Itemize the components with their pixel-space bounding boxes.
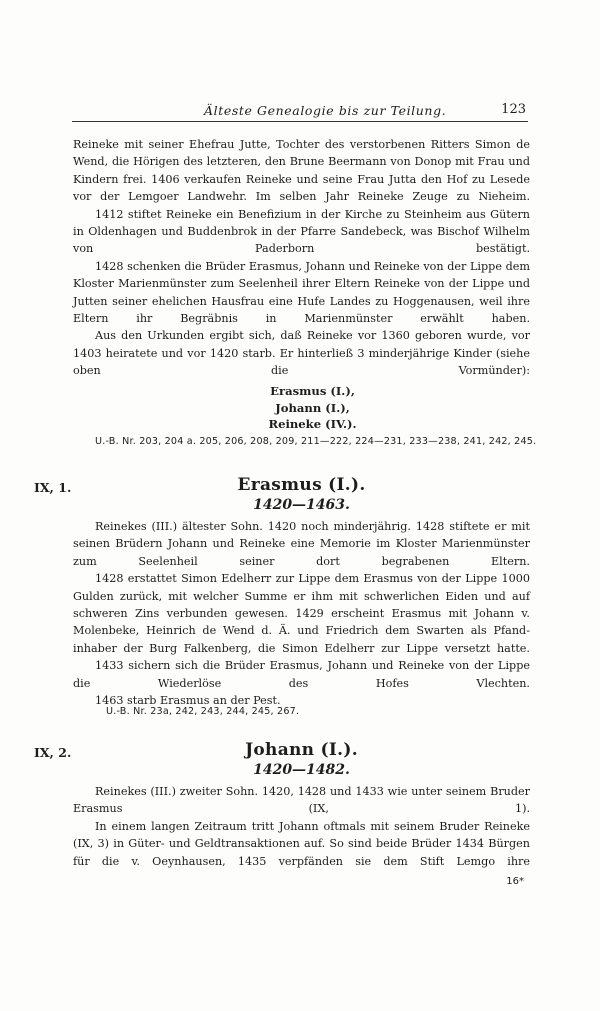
entry-marker: IX, 2.	[34, 745, 72, 760]
entry-1-paragraph-4: 1463 starb Erasmus an der Pest.	[95, 694, 281, 708]
child-item: Reineke (IV.).	[268, 417, 357, 431]
entry-1-paragraph-3: 1433 sichern sich die Brüder Erasmus, Johann und Reineke von der Lippe die Wiederlöse des Hofes Vlechten.	[73, 659, 530, 690]
intro-paragraph-4: Aus den Urkunden ergibt sich, daß Reineke vor 1360 geboren wurde, vor 1403 heiratete und vor 1420 starb. Er hinterließ 3 minderjährige Kinder (siehe oben die Vormünder):	[73, 329, 530, 378]
entry-2-paragraph-1: Reinekes (III.) zweiter Sohn. 1420, 1428 und 1433 wie unter seinem Bruder Erasmus (IX, 1).	[73, 785, 530, 816]
entry-2-text	[73, 783, 530, 870]
intro-text	[73, 136, 530, 380]
running-header	[72, 101, 528, 122]
entry-1-references: U.-B. Nr. 23a, 242, 243, 244, 245, 267.	[106, 706, 300, 717]
entry-years: 1420—1482.	[253, 762, 350, 778]
entry-name: Erasmus (I.).	[237, 475, 366, 495]
children-list	[73, 383, 530, 433]
page-number: 123	[501, 102, 526, 117]
header-title: Älteste Genealogie bis zur Teilung.	[204, 103, 447, 118]
entry-2-paragraph-2: In einem langen Zeitraum tritt Johann oftmals mit seinem Bruder Reineke (IX, 3) in Güter- und Geldtransaktionen auf. So sind beide Brüder 1434 Bürgen für die v. Oeynhausen, 1435 verpfänden sie dem Stift Lemgo ihre	[73, 819, 531, 868]
entry-1-paragraph-2: 1428 erstattet Simon Edelherr zur Lippe dem Erasmus von der Lippe 1000 Gulden zurück, mit welcher Summe er ihm mit schwerlichen Eiden und auf schweren Zins verbunden gewesen. 1429 erscheint Erasmus mit Johann v. Molenbeke, Heinrich de Wend d. Ä. und Friedrich dem Swarten als Pfand- inhaber der Burg Falkenberg, die Simon Edelherr zur Lippe versetzt hatte.	[73, 572, 530, 655]
entry-marker: IX, 1.	[34, 480, 72, 495]
intro-paragraph-2: 1412 stiftet Reineke ein Benefizium in der Kirche zu Steinheim aus Gütern in Oldenhagen und Buddenbrok in der Pfarre Sandebeck, was Bischof Wilhelm von Paderborn bestätigt.	[73, 207, 530, 256]
child-item: Johann (I.),	[275, 400, 350, 415]
entry-years: 1420—1463.	[253, 497, 350, 513]
intro-paragraph-1: Reineke mit seiner Ehefrau Jutte, Tochter des verstorbenen Ritters Simon de Wend, die Hörigen des letzteren, den Brune Beermann von Donop mit Frau und Kindern frei. 1406 verkaufen Reineke und seine Frau Jutta den Hof zu Lesede vor der Lemgoer Landwehr. Im selben Jahr Reineke Zeuge zu Nieheim.	[73, 138, 531, 204]
intro-paragraph-3: 1428 schenken die Brüder Erasmus, Johann und Reineke von der Lippe dem Kloster Marienmünster zum Seelenheil ihrer Eltern Reineke von der Lippe und Jutten seiner ehelichen Hausfrau eine Hufe Landes zu Hoggenausen, weil ihre Eltern ihr Begräbnis in Marienmünster erwählt haben.	[73, 259, 531, 326]
entry-name: Johann (I.).	[245, 740, 358, 760]
signature-mark: 16*	[506, 876, 524, 887]
child-item: Erasmus (I.),	[270, 384, 355, 398]
entry-1-paragraph-1: Reinekes (III.) ältester Sohn. 1420 noch minderjährig. 1428 stiftete er mit seinen Brüdern Johann und Reineke eine Memorie im Kloster Marienmünster zum Seelenheil seiner dort begrabenen Eltern.	[73, 520, 530, 568]
intro-references: U.-B. Nr. 203, 204 a. 205, 206, 208, 209, 211—222, 224—231, 233—238, 241, 242, 245.	[95, 436, 537, 447]
entry-1-text	[73, 518, 530, 709]
